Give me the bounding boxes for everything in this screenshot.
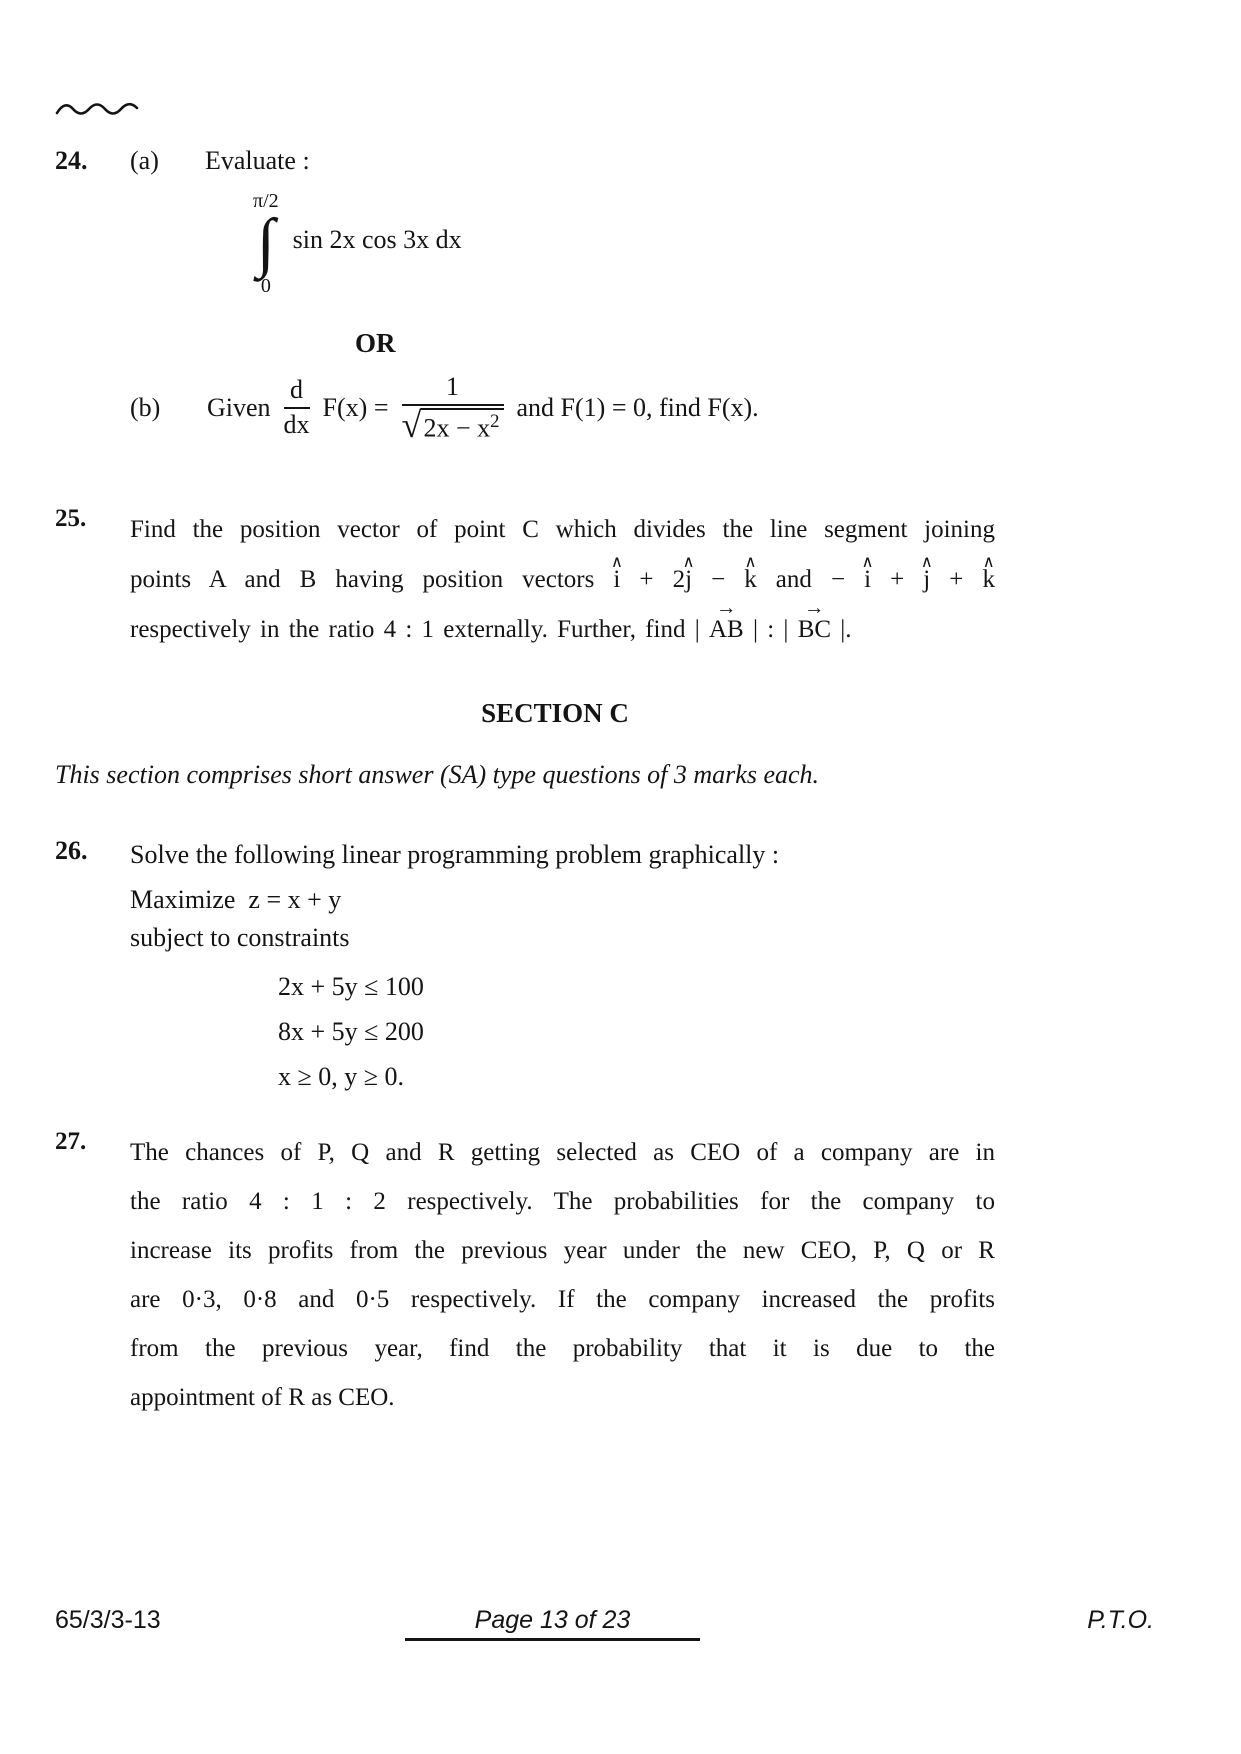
q25-line2-pre: points A and B having position vectors xyxy=(130,566,614,593)
q27-line: are 0·3, 0·8 and 0·5 respectively. If the company increased the profits xyxy=(130,1286,995,1313)
q26-constraints xyxy=(278,964,995,1099)
hat-icon: ∧ xyxy=(682,552,695,572)
unit-vector xyxy=(861,552,874,593)
part-b-tail: and F(1) = 0, find F(x). xyxy=(516,393,759,422)
q27-line-last: appointment of R as CEO. xyxy=(130,1384,395,1411)
footer-divider xyxy=(405,1638,700,1641)
integral-sign: ∫ xyxy=(256,206,275,279)
sqrt-expression xyxy=(402,406,504,444)
part-b-label: (b) xyxy=(130,393,161,422)
q25-line-3 xyxy=(130,597,995,655)
function-equals: F(x) = xyxy=(322,393,389,422)
fraction-numerator: 1 xyxy=(402,372,504,406)
radicand xyxy=(421,408,503,444)
vector-connector: + xyxy=(871,566,924,593)
vector-bc-label: BC xyxy=(797,616,832,643)
vector-ab xyxy=(708,597,744,643)
q26-objective: Maximize z = x + y xyxy=(130,885,342,914)
page-indicator xyxy=(405,1606,700,1641)
unit-vector xyxy=(682,552,695,593)
integral-lower-limit: 0 xyxy=(260,275,271,298)
q26-line-3: subject to constraints xyxy=(130,923,350,952)
q25-line-1: Find the position vector of point C which divides the line segment joining xyxy=(130,516,995,543)
q25-line3-mid: | : | xyxy=(743,616,798,643)
question-number: 24. xyxy=(55,146,88,175)
hat-icon: ∧ xyxy=(920,552,933,572)
pto-label: P.T.O. xyxy=(1087,1606,1154,1634)
fraction-numerator: d xyxy=(284,375,310,409)
vector-term xyxy=(871,552,933,593)
section-heading: SECTION C xyxy=(481,698,629,728)
q25-line3-post: |. xyxy=(831,616,852,643)
question-number: 27. xyxy=(55,1128,87,1155)
page-indicator-text: Page 13 of 23 xyxy=(474,1606,631,1634)
q27-line: increase its profits from the previous year under the new CEO, P, Q or R xyxy=(130,1237,995,1264)
constraint: x ≥ 0, y ≥ 0. xyxy=(278,1062,405,1091)
exponent: 2 xyxy=(490,410,500,432)
question-number: 26. xyxy=(55,836,88,865)
wavy-line-icon xyxy=(53,96,145,131)
derivative-fraction xyxy=(284,375,310,440)
q24-part-a-row xyxy=(55,146,995,176)
arrow-icon: → xyxy=(716,597,737,620)
vector-ab-label: AB xyxy=(708,616,744,643)
q24-part-b-row xyxy=(130,372,1090,444)
vector-letter: k xyxy=(982,566,995,593)
vector-term xyxy=(756,552,874,593)
radicand-text: 2x − x xyxy=(423,413,491,443)
unit-vector xyxy=(920,552,933,593)
vector-letter: j xyxy=(685,566,693,593)
q27-row xyxy=(55,1128,995,1422)
rhs-fraction xyxy=(402,372,504,444)
integral-limits xyxy=(253,190,279,298)
vector-bc xyxy=(797,597,832,643)
radical-sign: √ xyxy=(401,404,422,445)
q26-body xyxy=(130,836,995,1099)
vector-connector: and − xyxy=(756,566,865,593)
integral-upper-limit: π/2 xyxy=(253,190,279,212)
hat-icon: ∧ xyxy=(610,552,623,572)
q27-body xyxy=(130,1128,995,1422)
part-b-given: Given xyxy=(207,393,271,422)
vector-connector: + 2 xyxy=(620,566,686,593)
part-a-text: Evaluate : xyxy=(205,146,310,175)
integral-expression xyxy=(253,190,462,298)
fraction-denominator: dx xyxy=(283,410,310,439)
integrand: sin 2x cos 3x dx xyxy=(292,225,462,255)
q27-line: from the previous year, find the probability that it is due to the xyxy=(130,1335,995,1362)
vector-letter: k xyxy=(744,566,757,593)
constraint: 8x + 5y ≤ 200 xyxy=(278,1017,424,1046)
constraint: 2x + 5y ≤ 100 xyxy=(278,972,424,1001)
q27-line: the ratio 4 : 1 : 2 respectively. The probabilities for the company to xyxy=(130,1188,995,1215)
vector-term xyxy=(620,552,695,593)
unit-vector xyxy=(610,552,623,593)
section-note: This section comprises short answer (SA) type questions of 3 marks each. xyxy=(55,760,820,789)
question-number: 25. xyxy=(55,505,87,532)
unit-vector xyxy=(982,552,995,593)
hat-icon: ∧ xyxy=(861,552,874,572)
paper-code: 65/3/3-13 xyxy=(55,1606,161,1634)
q25-line3-pre: respectively in the ratio 4 : 1 externally. Further, find | xyxy=(130,616,709,643)
vector-term xyxy=(930,552,995,593)
hat-icon: ∧ xyxy=(744,552,757,572)
q26-row xyxy=(55,836,995,1099)
q25-row xyxy=(55,505,995,655)
vector-term xyxy=(692,552,757,593)
unit-vector xyxy=(744,552,757,593)
arrow-icon: → xyxy=(804,597,825,620)
or-separator: OR xyxy=(355,328,396,358)
vector-letter: i xyxy=(864,566,872,593)
vector-letter: i xyxy=(613,566,621,593)
vector-connector: + xyxy=(930,566,983,593)
vector-letter: j xyxy=(923,566,931,593)
hat-icon: ∧ xyxy=(982,552,995,572)
q25-body xyxy=(130,505,995,655)
q25-line-2 xyxy=(130,552,995,605)
q27-line: The chances of P, Q and R getting selected as CEO of a company are in xyxy=(130,1139,995,1166)
q26-line-1: Solve the following linear programming problem graphically : xyxy=(130,840,780,869)
vector-connector: − xyxy=(692,566,745,593)
vector-term xyxy=(610,552,623,593)
part-a-label: (a) xyxy=(130,146,159,175)
